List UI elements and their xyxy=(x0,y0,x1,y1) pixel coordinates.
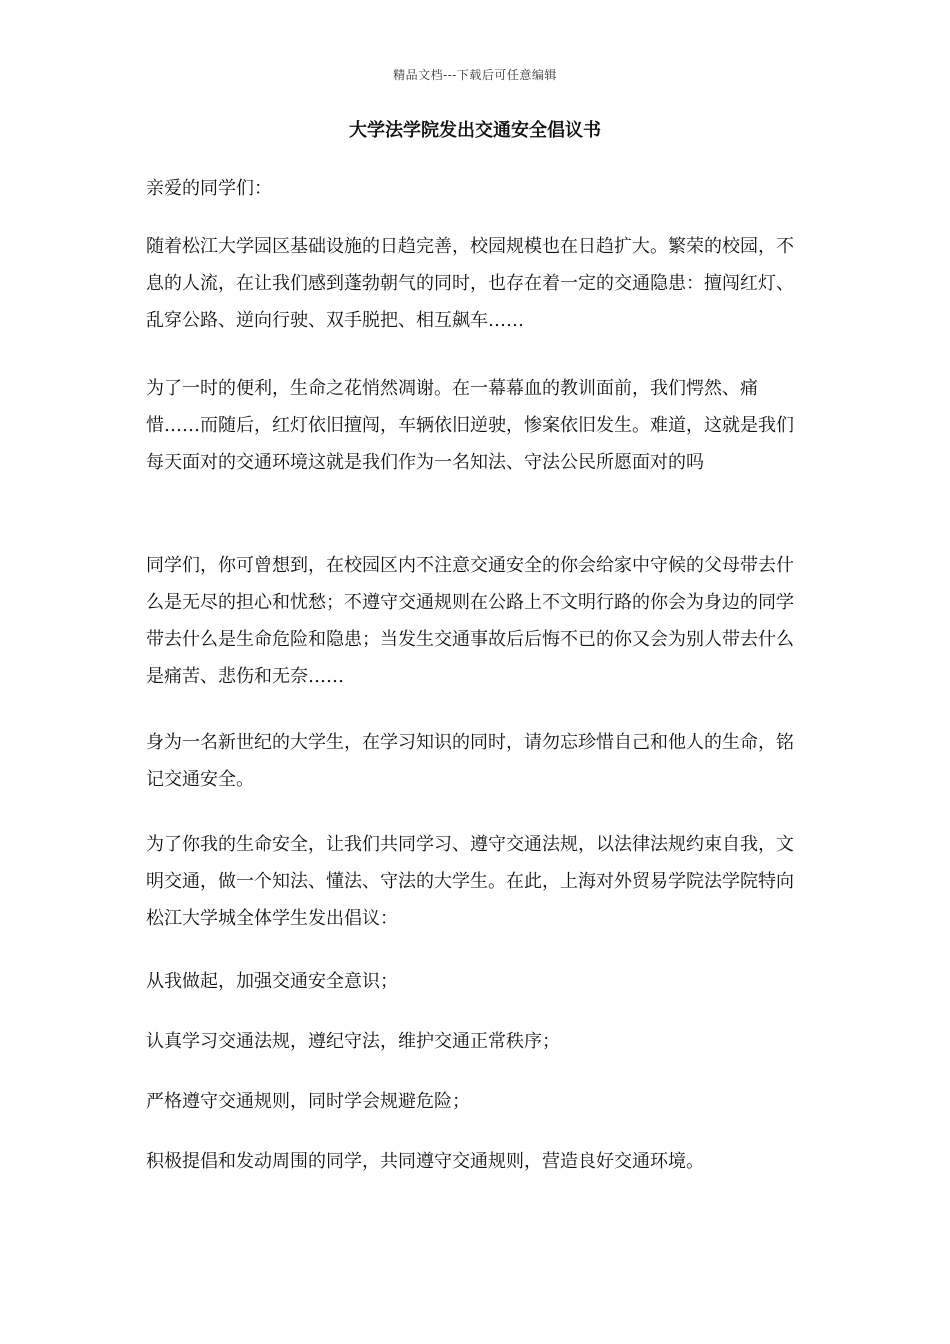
document-title: 大学法学院发出交通安全倡议书 xyxy=(349,120,601,141)
paragraph-5: 为了你我的生命安全，让我们共同学习、遵守交通法规，以法律法规约束自我，文明交通，做一个知法、懂法、守法的大学生。在此，上海对外贸易学院法学院特向松江大学城全体学生发出倡议： xyxy=(146,834,794,929)
paragraph-7: 认真学习交通法规，遵纪守法，维护交通正常秩序； xyxy=(146,1031,560,1052)
paragraph-4: 身为一名新世纪的大学生，在学习知识的同时，请勿忘珍惜自己和他人的生命，铭记交通安全。 xyxy=(146,732,794,790)
header-note: 精品文档---下载后可任意编辑 xyxy=(393,68,557,82)
paragraph-8: 严格遵守交通规则，同时学会规避危险； xyxy=(146,1091,470,1112)
paragraph-2: 为了一时的便利，生命之花悄然凋谢。在一幕幕血的教训面前，我们愕然、痛惜……而随后，红灯依旧擅闯，车辆依旧逆驶，惨案依旧发生。难道，这就是我们每天面对的交通环境这就是我们作为一名知法、守法公民所愿面对的吗 xyxy=(146,378,794,473)
paragraph-3: 同学们，你可曾想到，在校园区内不注意交通安全的你会给家中守候的父母带去什么是无尽的担心和忧愁；不遵守交通规则在公路上不文明行路的你会为身边的同学带去什么是生命危险和隐患；当发生交通事故后后悔不已的你又会为别人带去什么是痛苦、悲伤和无奈…… xyxy=(146,555,794,687)
greeting: 亲爱的同学们： xyxy=(146,178,272,199)
paragraph-6: 从我做起，加强交通安全意识； xyxy=(146,971,398,992)
paragraph-1: 随着松江大学园区基础设施的日趋完善，校园规模也在日趋扩大。繁荣的校园，不息的人流，在让我们感到蓬勃朝气的同时，也存在着一定的交通隐患：擅闯红灯、乱穿公路、逆向行驶、双手脱把、相互飙车…… xyxy=(146,236,794,331)
paragraph-9: 积极提倡和发动周围的同学，共同遵守交通规则，营造良好交通环境。 xyxy=(146,1151,704,1172)
